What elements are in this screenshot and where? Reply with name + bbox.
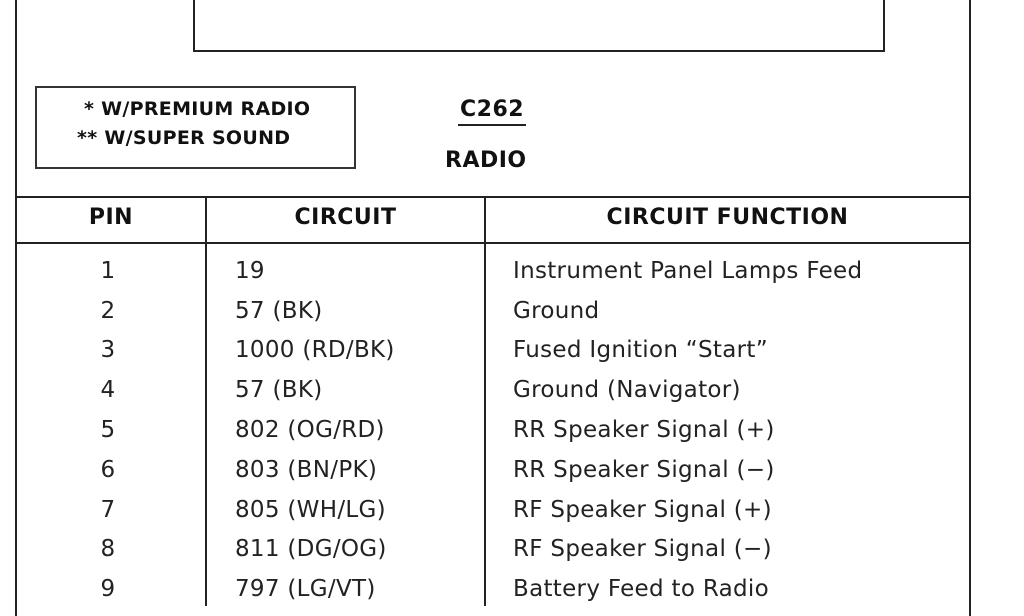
table-row [17,536,969,576]
pin-cell: 5 [100,417,116,443]
function-cell: Fused Ignition “Start” [513,337,768,363]
table-header-border [15,242,971,244]
pin-cell: 8 [100,536,116,562]
connector-id: C262 [458,96,526,126]
table-row [17,417,969,457]
circuit-cell: 797 (LG/VT) [235,576,376,602]
header-pin: PIN [88,205,134,230]
function-cell: Ground (Navigator) [513,377,741,403]
function-cell: RF Speaker Signal (−) [513,536,772,562]
table-row [17,497,969,537]
circuit-cell: 803 (BN/PK) [235,457,378,483]
circuit-cell: 1000 (RD/BK) [235,337,395,363]
table-row [17,377,969,417]
table-row [17,457,969,497]
function-cell: RR Speaker Signal (+) [513,417,775,443]
header-circuit-function: CIRCUIT FUNCTION [606,205,849,230]
circuit-cell: 805 (WH/LG) [235,497,386,523]
function-cell: Battery Feed to Radio [513,576,769,602]
table-top-border [15,196,971,198]
circuit-cell: 57 (BK) [235,298,323,324]
circuit-cell: 802 (OG/RD) [235,417,385,443]
legend-premium-radio: * W/PREMIUM RADIO [84,98,311,120]
pin-cell: 6 [100,457,116,483]
table-row [17,576,969,616]
pin-cell: 2 [100,298,116,324]
connector-name: RADIO [445,148,527,173]
pin-cell: 3 [100,337,116,363]
circuit-cell: 811 (DG/OG) [235,536,387,562]
function-cell: RF Speaker Signal (+) [513,497,772,523]
connector-diagram [193,0,885,52]
pin-cell: 9 [100,576,116,602]
legend-super-sound: ** W/SUPER SOUND [77,127,291,149]
function-cell: Instrument Panel Lamps Feed [513,258,863,284]
function-cell: Ground [513,298,600,324]
table-row [17,258,969,298]
function-cell: RR Speaker Signal (−) [513,457,775,483]
table-row [17,337,969,377]
circuit-cell: 57 (BK) [235,377,323,403]
header-circuit: CIRCUIT [294,205,397,230]
pin-cell: 7 [100,497,116,523]
pin-cell: 4 [100,377,116,403]
table-row [17,298,969,338]
pin-cell: 1 [100,258,116,284]
legend-box [35,86,356,169]
circuit-cell: 19 [235,258,265,284]
